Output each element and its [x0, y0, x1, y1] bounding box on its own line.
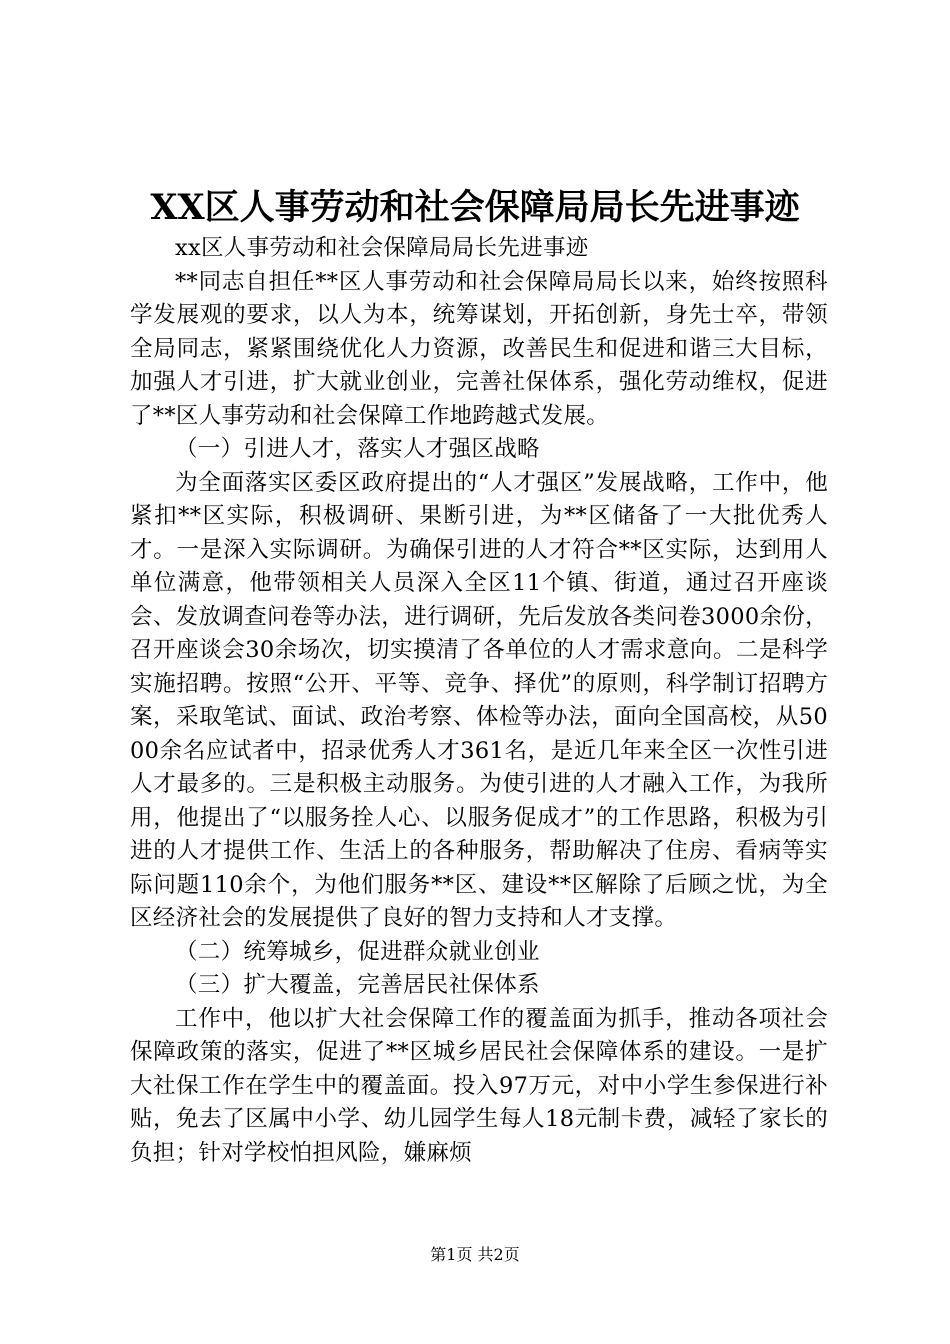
document-title: XX区人事劳动和社会保障局局长先进事迹: [150, 187, 800, 228]
page-footer: 第1页 共2页: [430, 1245, 520, 1264]
section-heading-3: （三）扩大覆盖，完善居民社保体系: [175, 972, 540, 998]
section-heading-2: （二）统筹城乡，促进群众就业创业: [175, 938, 540, 965]
section-3-paragraph: 工作中，他以扩大社会保障工作的覆盖面为抓手，推动各项社会保障政策的落实，促进了**区城乡居民社会保障体系的建设。一是扩大社保工作在学生中的覆盖面。投入97万元，对中小学生参保进行补贴，免去了区属中小学、幼儿园学生每人18元制卡费，减轻了家长的负担；针对学校怕担风险，嫌麻烦: [130, 1005, 828, 1166]
section-1-paragraph: 为全面落实区委区政府提出的“人才强区”发展战略，工作中，他紧扣**区实际，积极调研、果断引进，为**区储备了一大批优秀人才。一是深入实际调研。为确保引进的人才符合**区实际，达到用人单位满意，他带领相关人员深入全区11个镇、街道，通过召开座谈会、发放调查问卷等办法，进行调研，先后发放各类问卷3000余份，召开座谈会30余场次，切实摸清了各单位的人才需求意向。二是科学实施招聘。按照“公开、平等、竞争、择优”的原则，科学制订招聘方案，采取笔试、面试、政治考察、体检等办法，面向全国高校，从5000余名应试者中，招录优秀人才361名，是近几年来全区一次性引进人才最多的。三是积极主动服务。为使引进的人才融入工作，为我所用，他提出了“以服务拴人心、以服务促成才”的工作思路，积极为引进的人才提供工作、生活上的各种服务，帮助解决了住房、看病等实际问题110余个，为他们服务**区、建设**区解除了后顾之忧，为全区经济社会的发展提供了良好的智力支持和人才支撑。: [130, 469, 828, 931]
intro-paragraph: **同志自担任**区人事劳动和社会保障局局长以来，始终按照科学发展观的要求，以人为本，统筹谋划，开拓创新，身先士卒，带领全局同志，紧紧围绕优化人力资源，改善民生和促进和谐三大目标，加强人才引进，扩大就业创业，完善社保体系，强化劳动维权，促进了**区人事劳动和社会保障工作地跨越式发展。: [130, 268, 828, 429]
section-heading-1: （一）引进人才，落实人才强区战略: [175, 436, 540, 462]
document-body: [130, 232, 828, 1170]
subtitle-line: xx区人事劳动和社会保障局局长先进事迹: [175, 235, 589, 261]
